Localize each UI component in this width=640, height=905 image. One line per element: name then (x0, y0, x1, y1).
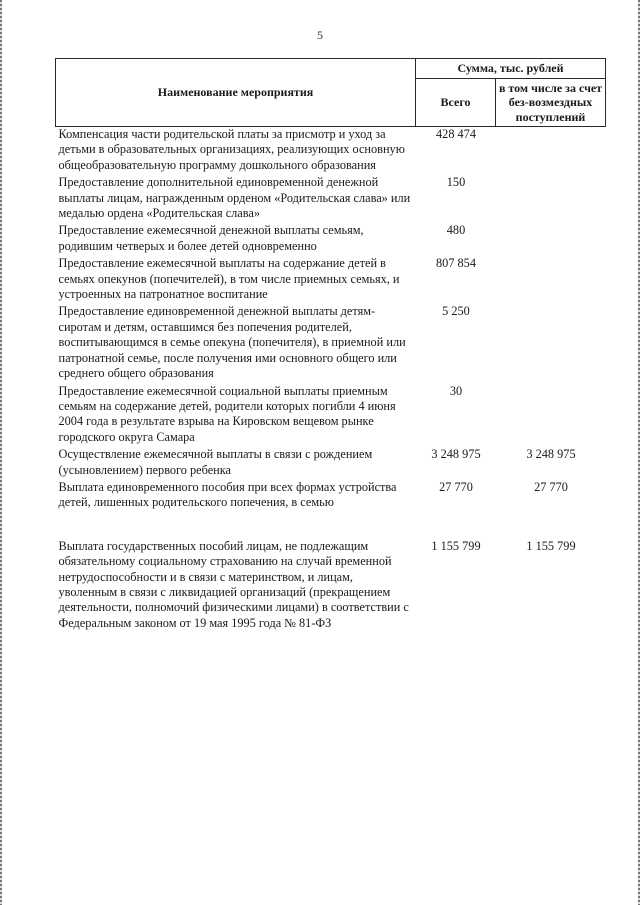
row-name: Осуществление ежемесячной выплаты в связи с рождением (усыновлением) первого ребенка (58, 447, 373, 477)
row-total: 27 770 (439, 479, 473, 494)
table-row (56, 223, 606, 256)
table-row (56, 384, 606, 448)
row-total: 150 (446, 175, 466, 190)
row-total: 807 854 (436, 256, 476, 271)
scan-edge-left (0, 0, 2, 905)
row-name: Предоставление ежемесячной денежной выплаты семьям, родившим четверых и более детей одновременно (58, 223, 364, 253)
row-name: Выплата государственных пособий лицам, не подлежащим обязательному социальному страхованию на случай временной нетрудоспособности и в связи с материнством, и лицам, уволенным в связи с ликвидацией организаций (прекращением деятельности, полномочий физическими лицами) в соответствии с Федеральным законом от 19 мая 1995 года № 81-ФЗ (58, 538, 409, 630)
row-free (496, 127, 606, 176)
row-name: Выплата единовременного пособия при всех формах устройства детей, лишенных родительского попечения, в семью (58, 479, 397, 510)
table-row (56, 480, 606, 513)
header-sum-group: Сумма, тыс. рублей (416, 59, 606, 79)
table-row (56, 127, 606, 176)
row-free: 1 155 799 (526, 538, 576, 553)
page-number: 5 (317, 28, 323, 42)
row-name: Предоставление ежемесячной выплаты на содержание детей в семьях опекунов (попечителей), в том числе приемных семьях, и устроенных на патронатное воспитание (58, 256, 400, 302)
row-total: 428 474 (436, 127, 476, 141)
row-free: 27 770 (534, 479, 568, 494)
row-name: Предоставление дополнительной единовременной денежной выплаты лицам, награжденным орденом «Родительская слава» или медалью ордена «Родительская слава» (58, 175, 411, 221)
row-total: 1 155 799 (431, 538, 481, 553)
header-name: Наименование мероприятия (56, 59, 416, 127)
table-row (56, 513, 606, 633)
row-name: Компенсация части родительской платы за присмотр и уход за детьми в образовательных организациях, реализующих основную общеобразовательную программу дошкольного образования (58, 127, 405, 172)
row-free (496, 223, 606, 256)
table-row (56, 256, 606, 304)
row-free (496, 256, 606, 304)
table-row (56, 304, 606, 383)
row-free: 3 248 975 (526, 447, 576, 462)
header-free: в том числе за счет без-возмездных поступлений (496, 78, 606, 127)
measures-table (55, 58, 606, 633)
row-total: 480 (446, 223, 466, 238)
row-free (496, 175, 606, 223)
header-total: Всего (416, 78, 496, 127)
row-name: Предоставление ежемесячной социальной выплаты приемным семьям на содержание детей, родители которых погибли 4 июня 2004 года в результате взрыва на Кировском вещевом рынке городского округа Самара (58, 383, 396, 444)
row-free (496, 304, 606, 383)
row-total: 5 250 (442, 304, 470, 319)
table-row (56, 175, 606, 223)
row-total: 30 (449, 383, 463, 398)
row-free (496, 384, 606, 448)
row-total: 3 248 975 (431, 447, 481, 462)
row-name: Предоставление единовременной денежной выплаты детям-сиротам и детям, оставшимся без попечения родителей, воспитывающимся в семье опекуна (попечителя), в приемной или патронатной семье, после получения ими основного общего или среднего общего образования (58, 304, 406, 381)
table-row (56, 447, 606, 480)
